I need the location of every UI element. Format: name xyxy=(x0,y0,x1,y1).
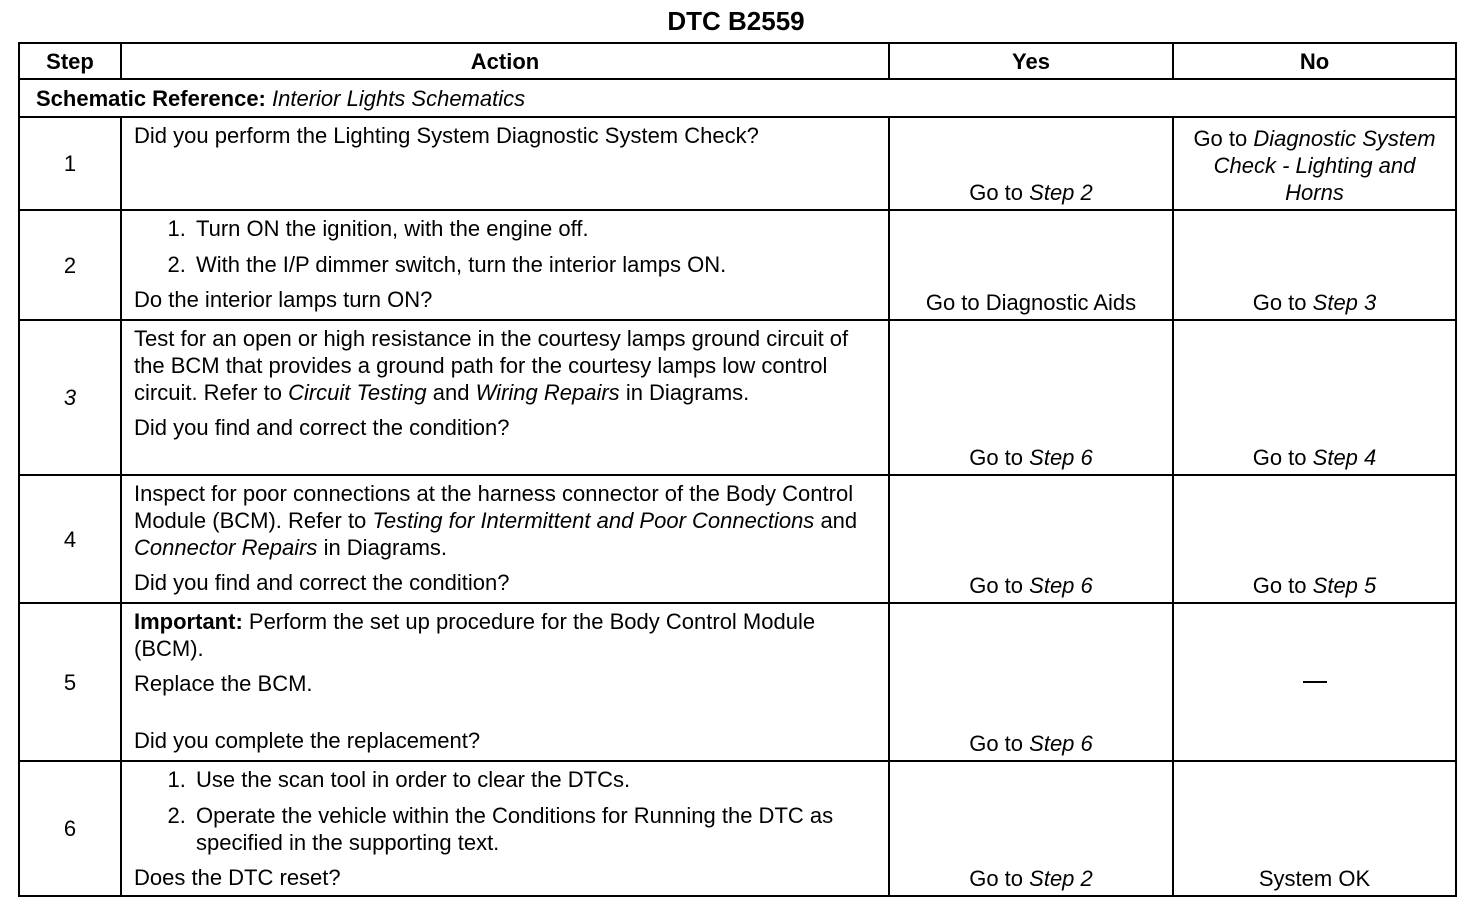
diagrams-text: in Diagrams. xyxy=(625,380,750,405)
header-action: Action xyxy=(121,43,889,79)
diagnostic-aids-link[interactable]: Go to Diagnostic Aids xyxy=(925,290,1137,315)
circuit-testing-link[interactable]: Circuit Testing xyxy=(288,380,427,405)
table-row xyxy=(19,210,1456,320)
no-cell xyxy=(1173,210,1456,320)
yes-cell xyxy=(889,117,1173,210)
wiring-repairs-link[interactable]: Wiring Repairs xyxy=(475,380,620,405)
table-row xyxy=(19,603,1456,761)
goto-text: Go to xyxy=(1252,445,1307,470)
yes-cell xyxy=(889,603,1173,761)
intermittent-testing-link[interactable]: Testing for Intermittent and Poor Connections xyxy=(372,508,815,533)
action-cell xyxy=(121,320,889,475)
step-number: 1 xyxy=(19,117,121,210)
goto-text: Go to xyxy=(1252,290,1307,315)
connector-repairs-link[interactable]: Connector Repairs xyxy=(134,535,318,560)
goto-text: Go to xyxy=(969,866,1024,891)
action-question: Do the interior lamps turn ON? xyxy=(134,287,433,312)
header-yes: Yes xyxy=(889,43,1173,79)
action-cell xyxy=(121,117,889,210)
goto-text: Go to xyxy=(1252,573,1307,598)
step-number: 6 xyxy=(19,761,121,896)
step-number: 5 xyxy=(19,603,121,761)
important-note xyxy=(134,608,876,662)
system-ok-text: System OK xyxy=(1258,866,1371,891)
step-link[interactable]: Step 2 xyxy=(1029,866,1093,891)
step-link[interactable]: Step 4 xyxy=(1312,445,1377,470)
and-text: and xyxy=(432,380,470,405)
instruction-text: Inspect for poor connections at the harness connector of the Body Control Module (BCM). Refer to xyxy=(134,481,854,533)
table-row xyxy=(19,320,1456,475)
table-row xyxy=(19,117,1456,210)
instruction-text: Test for an open or high resistance in the courtesy lamps ground circuit of the BCM that provides a ground path for the courtesy lamps low control circuit. Refer to xyxy=(134,326,849,405)
action-cell xyxy=(121,761,889,896)
yes-cell xyxy=(889,320,1173,475)
action-question: Did you perform the Lighting System Diagnostic System Check? xyxy=(134,123,759,148)
goto-text: Go to xyxy=(969,731,1024,756)
action-instruction xyxy=(134,480,876,561)
header-step: Step xyxy=(19,43,121,79)
important-label: Important: xyxy=(134,609,243,634)
list-item: 2. With the I/P dimmer switch, turn the interior lamps ON. xyxy=(192,251,876,278)
and-text: and xyxy=(820,508,858,533)
diagnostic-check-link[interactable]: Diagnostic System Check - Lighting and Horns xyxy=(1213,126,1436,205)
table-row xyxy=(19,761,1456,896)
step-link[interactable]: Step 6 xyxy=(1029,573,1093,598)
action-instruction: Replace the BCM. xyxy=(134,671,313,696)
step-number xyxy=(19,320,121,475)
goto-text: Go to xyxy=(969,573,1024,598)
action-question: Does the DTC reset? xyxy=(134,865,341,890)
step-number-text: 3 xyxy=(63,385,77,410)
list-item: 1. Use the scan tool in order to clear the DTCs. xyxy=(192,766,876,793)
step-number: 2 xyxy=(19,210,121,320)
action-cell xyxy=(121,603,889,761)
action-question: Did you complete the replacement? xyxy=(134,728,481,753)
yes-cell xyxy=(889,210,1173,320)
goto-text: Go to xyxy=(969,180,1024,205)
important-text: Perform the set up procedure for the Body Control Module (BCM). xyxy=(134,609,816,661)
list-item: 2. Operate the vehicle within the Conditions for Running the DTC as specified in the supporting text. xyxy=(192,802,876,856)
no-cell xyxy=(1173,603,1456,761)
step-link[interactable]: Step 2 xyxy=(1029,180,1093,205)
no-cell xyxy=(1173,320,1456,475)
no-cell xyxy=(1173,761,1456,896)
step-link[interactable]: Step 6 xyxy=(1029,731,1093,756)
header-no: No xyxy=(1173,43,1456,79)
action-cell xyxy=(121,475,889,603)
header-row xyxy=(19,43,1456,79)
action-cell xyxy=(121,210,889,320)
action-list xyxy=(134,215,876,278)
no-cell xyxy=(1173,117,1456,210)
yes-cell xyxy=(889,475,1173,603)
table-row xyxy=(19,475,1456,603)
step-link[interactable]: Step 3 xyxy=(1312,290,1377,315)
diagrams-text: in Diagrams. xyxy=(323,535,448,560)
action-instruction xyxy=(134,325,876,406)
page-title: DTC B2559 xyxy=(667,6,805,36)
list-item: 1. Turn ON the ignition, with the engine off. xyxy=(192,215,876,242)
step-link[interactable]: Step 6 xyxy=(1029,445,1093,470)
step-link[interactable]: Step 5 xyxy=(1312,573,1377,598)
action-question: Did you find and correct the condition? xyxy=(134,415,510,440)
schematic-link[interactable]: Interior Lights Schematics xyxy=(272,85,526,111)
no-cell xyxy=(1173,475,1456,603)
goto-text: Go to xyxy=(969,445,1024,470)
action-list xyxy=(134,766,876,856)
schematic-label: Schematic Reference: xyxy=(36,85,266,111)
schematic-reference xyxy=(19,79,1456,117)
schematic-row xyxy=(19,79,1456,117)
goto-text: Go to xyxy=(1193,126,1248,151)
action-question: Did you find and correct the condition? xyxy=(134,570,510,595)
dash-mark xyxy=(1303,681,1327,683)
diagnostic-table xyxy=(18,42,1457,897)
step-number: 4 xyxy=(19,475,121,603)
yes-cell xyxy=(889,761,1173,896)
